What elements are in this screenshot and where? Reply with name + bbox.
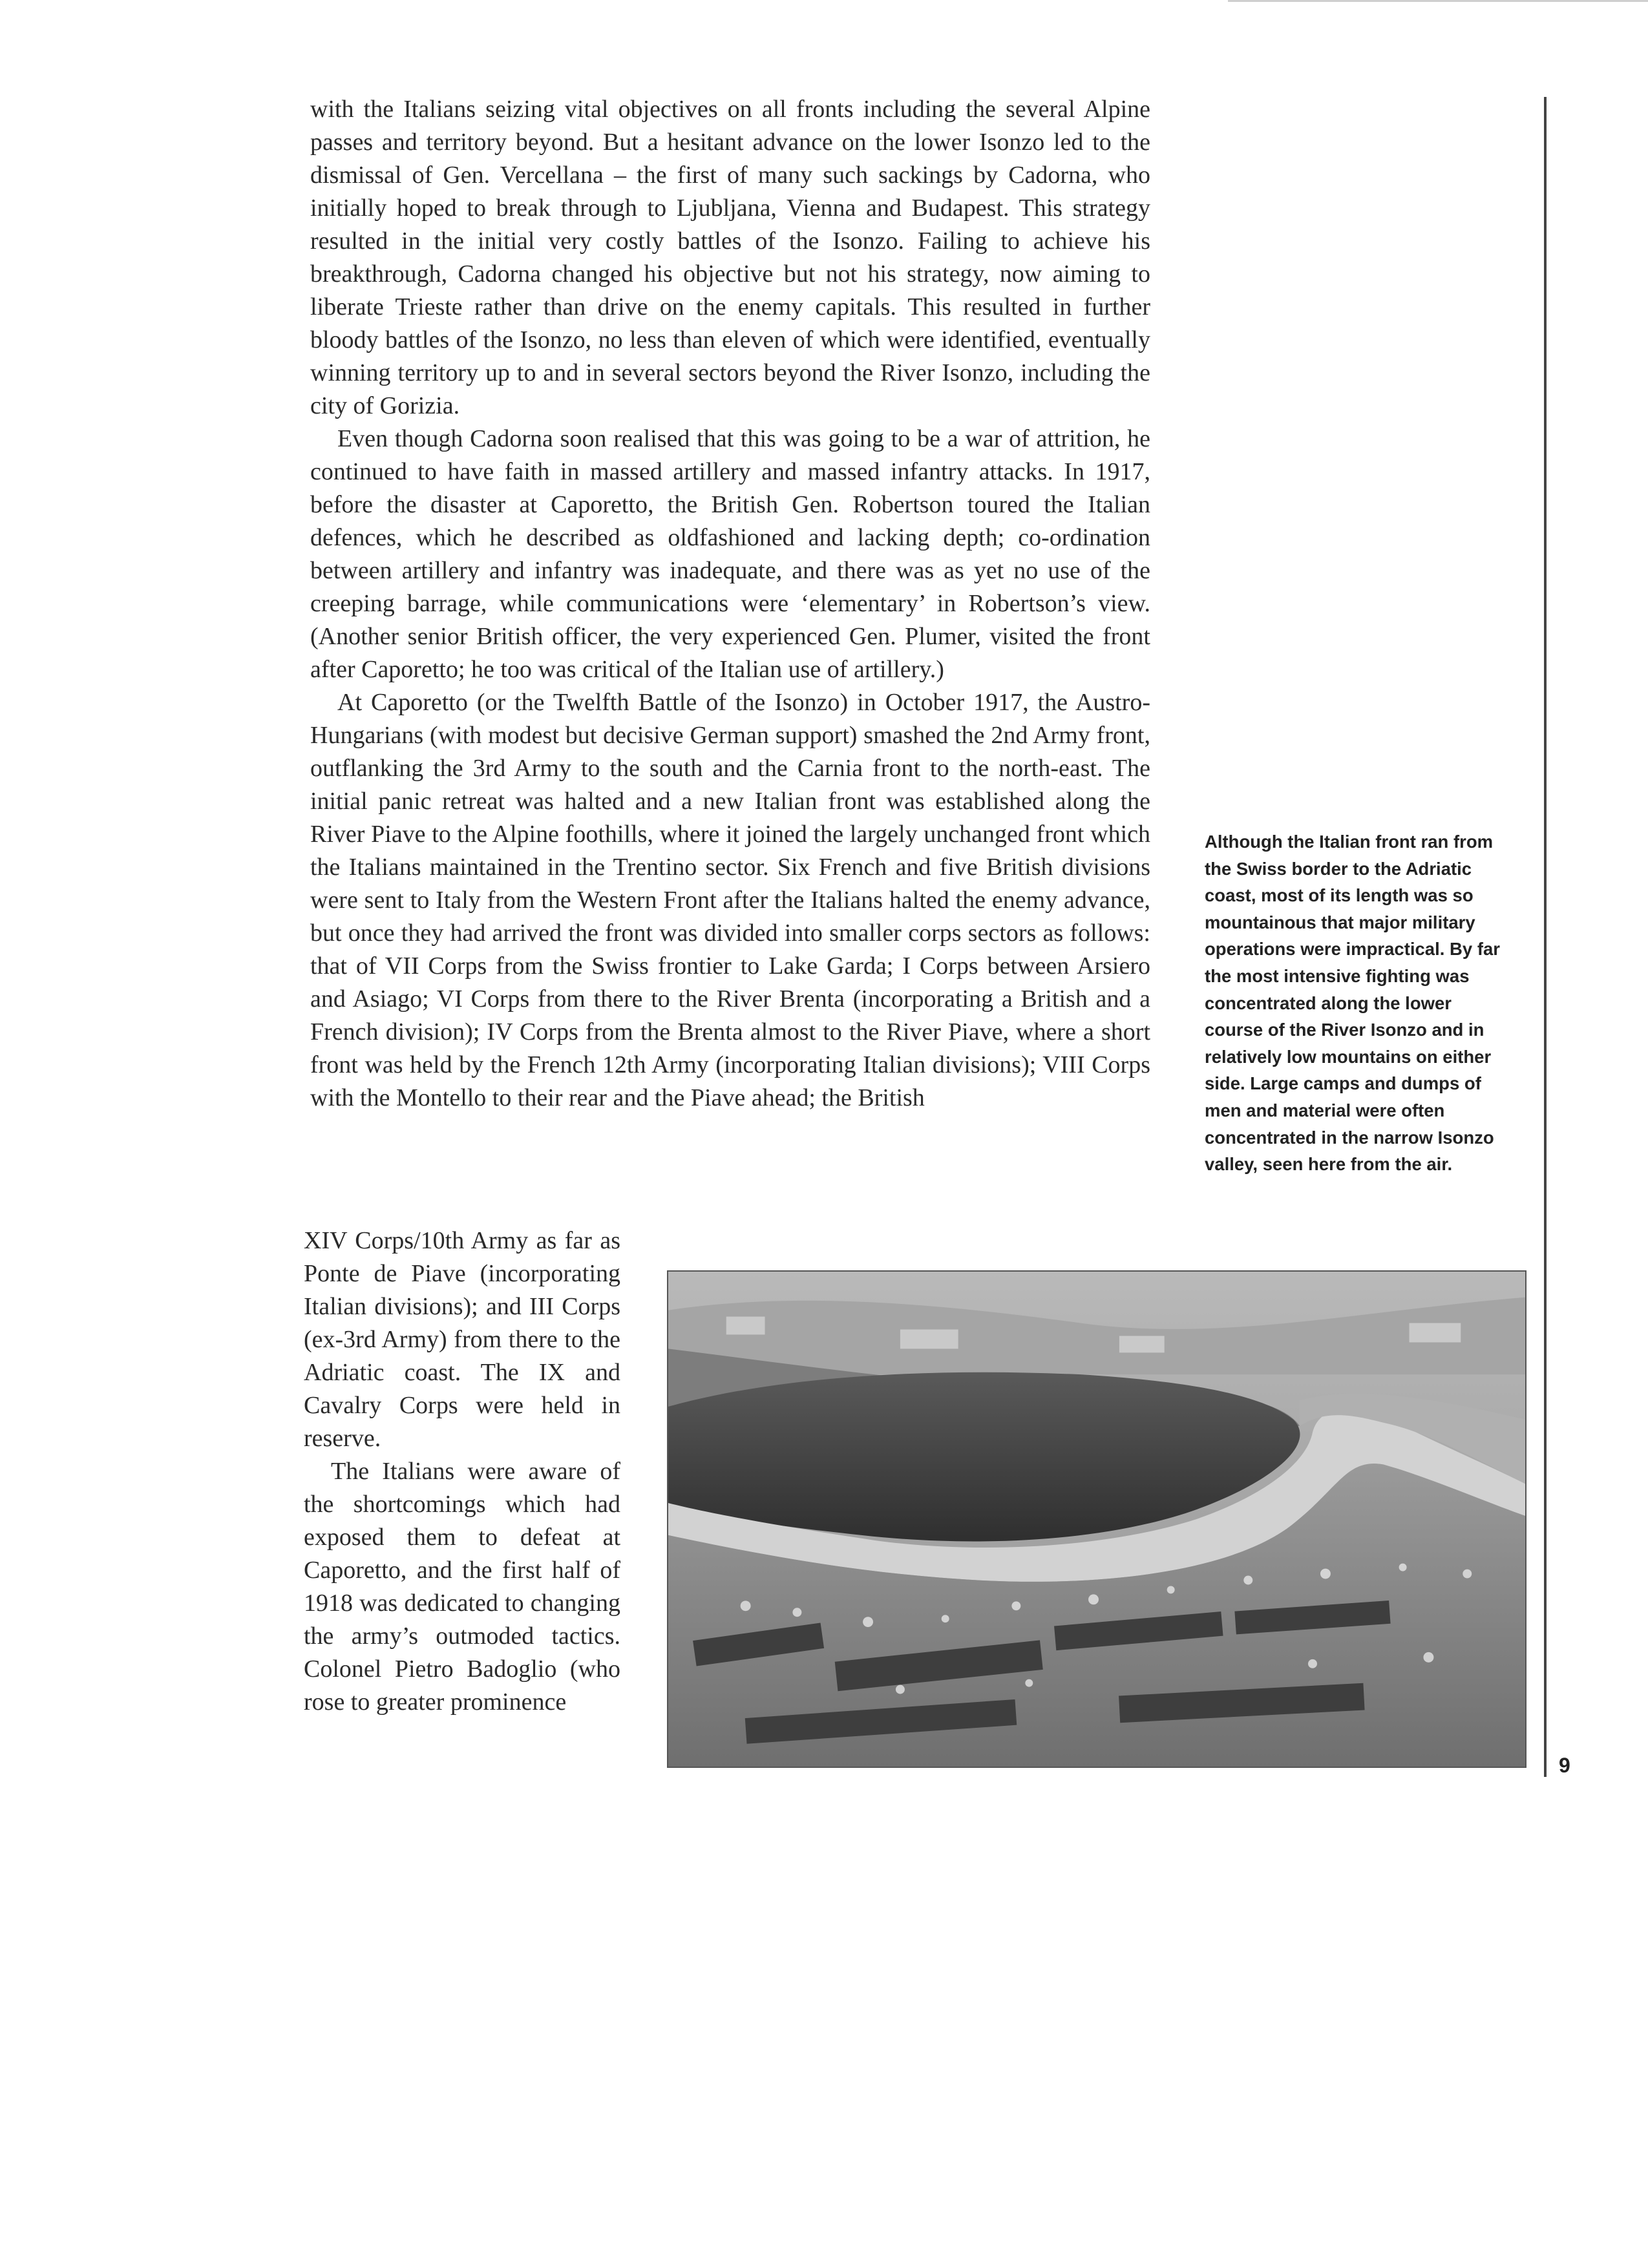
top-edge-rule — [1228, 0, 1648, 2]
paragraph-2: Even though Cadorna soon realised that this was going to be a war of attrition, he continued to have faith in massed artillery and massed infantry attacks. In 1917, before the disaster at Caporetto, the British Gen. Robertson toured the Italian defences, which he described as oldfashioned and lacking depth; co-ordination between artillery and infantry was inadequate, and there was as yet no use of the creeping barrage, while communications were ‘elementary’ in Robertson’s view. (Another senior British officer, the very experienced Gen. Plumer, visited the front after Caporetto; he too was critical of the Italian use of artillery.) — [310, 425, 1150, 683]
body-text-narrow-column — [304, 1224, 620, 1719]
page-number: 9 — [1559, 1754, 1570, 1777]
paragraph-5: The Italians were aware of the shortcomings which had exposed them to defeat at Caporetto, and the first half of 1918 was dedicated to changing the army’s outmoded tactics. Colonel Pietro Badoglio (who rose to greater prominence — [304, 1458, 620, 1716]
margin-rule — [1544, 97, 1547, 1777]
aerial-photo-isonzo-valley — [667, 1270, 1527, 1768]
paragraph-3: At Caporetto (or the Twelfth Battle of the Isonzo) in October 1917, the Austro-Hungarians (with modest but decisive German support) smashed the 2nd Army front, outflanking the 3rd Army to the south and the Carnia front to the north-east. The initial panic retreat was halted and a new Italian front was established along the River Piave to the Alpine foothills, where it joined the largely unchanged front which the Italians maintained in the Trentino sector. Six French and five British divisions were sent to Italy from the Western Front after the Italians halted the enemy advance, but once they had arrived the front was divided into smaller corps sectors as follows: that of VII Corps from the Swiss frontier to Lake Garda; I Corps between Arsiero and Asiago; VI Corps from there to the River Brenta (incorporating a British and a French division); IV Corps from the Brenta almost to the River Piave, where a short front was held by the French 12th Army (incorporating Italian divisions); VIII Corps with the Montello to their rear and the Piave ahead; the British — [310, 689, 1150, 1111]
photo-caption: Although the Italian front ran from the Swiss border to the Adriatic coast, most of its length was so mountainous that major military operations were impractical. By far the most intensive fighting was concentrated along the lower course of the River Isonzo and in relatively low mountains on either side. Large camps and dumps of men and material were often concentrated in the narrow Isonzo valley, seen here from the air. — [1205, 832, 1500, 1175]
paragraph-4: XIV Corps/10th Army as far as Ponte de Piave (incorporating Italian divisions); and III Corps (ex-3rd Army) from there to the Adriatic coast. The IX and Cavalry Corps were held in reserve. — [304, 1227, 620, 1452]
paragraph-1: with the Italians seizing vital objectives on all fronts including the several Alpine passes and territory beyond. But a hesitant advance on the lower Isonzo led to the dismissal of Gen. Vercellana – the first of many such sackings by Cadorna, who initially hoped to break through to Ljubljana, Vienna and Budapest. This strategy resulted in the initial very costly battles of the Isonzo. Failing to achieve his breakthrough, Cadorna changed his objective but not his strategy, now aiming to liberate Trieste rather than drive on the enemy capitals. This resulted in further bloody battles of the Isonzo, no less than eleven of which were identified, eventually winning territory up to and in several sectors beyond the River Isonzo, including the city of Gorizia. — [310, 96, 1150, 419]
aerial-photo-image — [668, 1272, 1525, 1767]
body-text-column — [310, 93, 1150, 1115]
